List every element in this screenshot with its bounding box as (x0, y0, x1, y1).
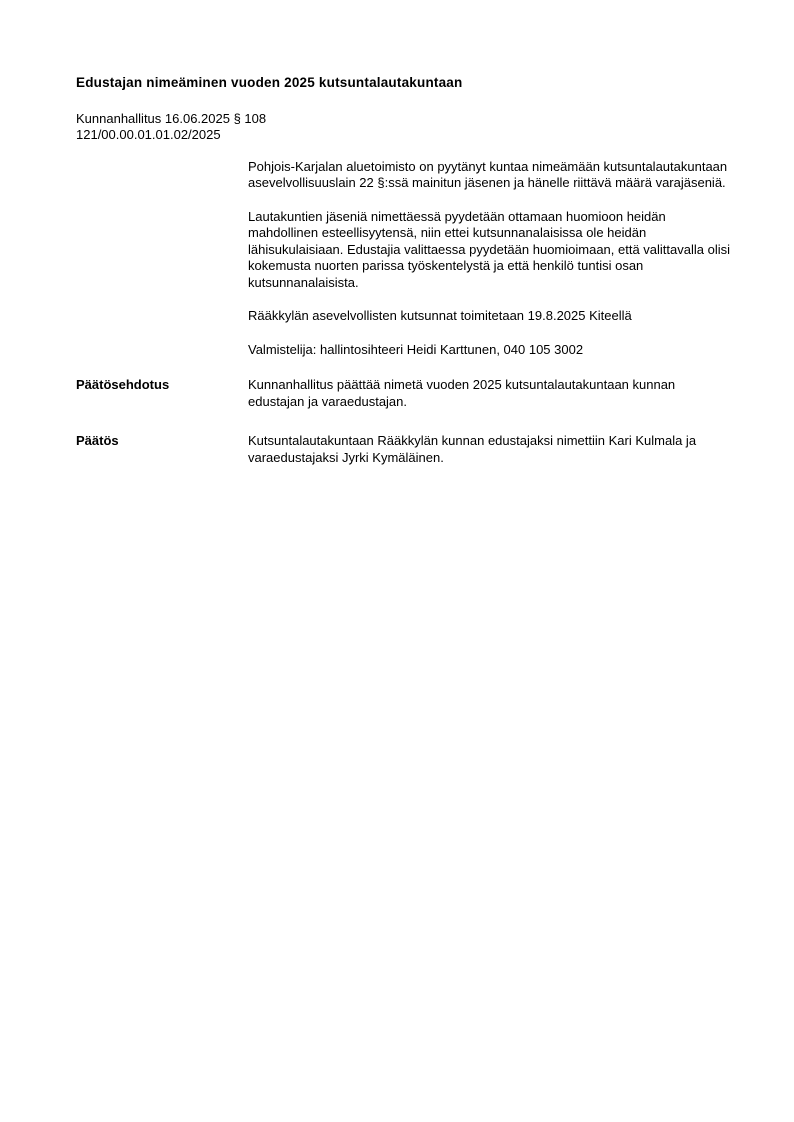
body-paragraph: Rääkkylän asevelvollisten kutsunnat toimitetaan 19.8.2025 Kiteellä (248, 308, 632, 323)
document-meta (76, 111, 735, 144)
section-row-paatosehdotus (76, 377, 735, 431)
body-row (76, 159, 735, 376)
body-text-column (248, 159, 735, 376)
section-label: Päätösehdotus (76, 377, 170, 392)
document-title: Edustajan nimeäminen vuoden 2025 kutsuntalautakuntaan (76, 75, 463, 90)
section-label: Päätös (76, 433, 119, 448)
case-number: 121/00.00.01.01.02/2025 (76, 127, 221, 142)
section-text: Kutsuntalautakuntaan Rääkkylän kunnan edustajaksi nimettiin Kari Kulmala ja varaedustajaksi Jyrki Kymäläinen. (248, 433, 697, 465)
section-row-paatos (76, 433, 735, 487)
section-text-column (248, 377, 735, 431)
body-paragraph: Pohjois-Karjalan aluetoimisto on pyytänyt kuntaa nimeämään kutsuntalautakuntaan asevelvollisuuslain 22 §:ssä mainitun jäsenen ja hänelle riittävä määrä varajäseniä. (248, 158, 728, 190)
section-text-column (248, 433, 735, 487)
body-paragraph: Valmistelija: hallintosihteeri Heidi Karttunen, 040 105 3002 (248, 341, 584, 357)
section-text: Kunnanhallitus päättää nimetä vuoden 2025 kutsuntalautakuntaan kunnan edustajan ja varaedustajan. (248, 377, 676, 409)
body-paragraph: Lautakuntien jäseniä nimettäessä pyydetään ottamaan huomioon heidän mahdollinen esteellisyytensä, niin ettei kutsunnanalaisissa ole heidän lähisukulaisiaan. Edustajia valittaessa pyydetään huomioimaan, että valittavalla olisi kokemusta nuorten parissa työskentelystä ja että henkilö tuntisi osan kutsunnanalaisista. (248, 208, 730, 290)
meeting-reference: Kunnanhallitus 16.06.2025 § 108 (76, 110, 267, 126)
